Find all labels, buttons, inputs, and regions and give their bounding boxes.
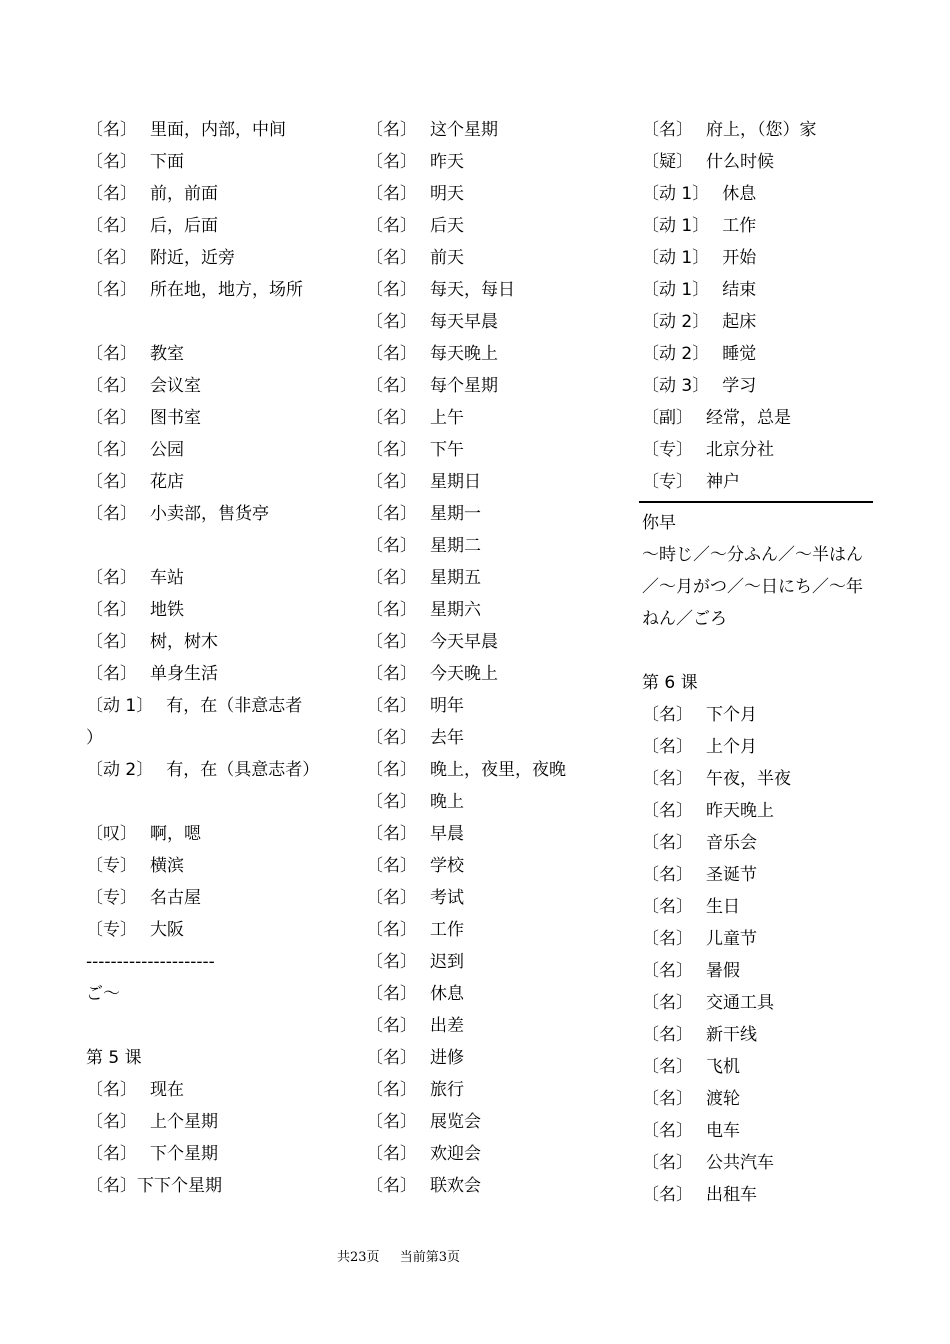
current-page: 当前第3页 bbox=[399, 1250, 460, 1265]
vocab-entry bbox=[86, 626, 326, 658]
part-of-speech-tag: 〔名〕 bbox=[366, 1144, 417, 1164]
vocab-meaning: 后天 bbox=[430, 216, 464, 236]
vocab-entry bbox=[642, 434, 870, 466]
vocab-entry bbox=[366, 306, 606, 338]
vocab-meaning: 星期一 bbox=[430, 504, 481, 524]
vocab-meaning: 进修 bbox=[430, 1048, 464, 1068]
part-of-speech-tag: 〔名〕 bbox=[366, 600, 417, 620]
vocab-meaning: 出差 bbox=[430, 1016, 464, 1036]
vocab-entry bbox=[366, 978, 606, 1010]
part-of-speech-tag: 〔名〕 bbox=[642, 1185, 693, 1205]
vocab-entry bbox=[366, 114, 606, 146]
vocab-meaning: 学习 bbox=[722, 376, 757, 396]
vocab-meaning: 睡觉 bbox=[722, 344, 757, 364]
vocab-entry bbox=[642, 1051, 870, 1083]
part-of-speech-tag: 〔名〕 bbox=[366, 536, 417, 556]
vocab-meaning: 教室 bbox=[150, 344, 184, 364]
vocab-meaning: 欢迎会 bbox=[430, 1144, 481, 1164]
part-of-speech-tag: 〔名〕 bbox=[366, 280, 417, 300]
part-of-speech-tag: 〔名〕 bbox=[366, 504, 417, 524]
plain-line: --------------------- bbox=[86, 952, 215, 972]
part-of-speech-tag: 〔名〕 bbox=[86, 152, 137, 172]
vocab-entry bbox=[366, 914, 606, 946]
vocab-entry bbox=[642, 699, 870, 731]
part-of-speech-tag: 〔动 3〕 bbox=[642, 376, 710, 396]
vocab-entry bbox=[642, 370, 870, 402]
part-of-speech-tag: 〔名〕 bbox=[366, 376, 417, 396]
vocab-entry bbox=[642, 859, 870, 891]
vocab-entry bbox=[642, 114, 870, 146]
part-of-speech-tag: 〔名〕 bbox=[642, 897, 693, 917]
vocab-entry bbox=[366, 466, 606, 498]
vocab-meaning: 每天早晨 bbox=[430, 312, 498, 332]
total-pages: 共23页 bbox=[337, 1250, 380, 1265]
vocab-entry bbox=[86, 1138, 326, 1170]
vocab-meaning: 昨天 bbox=[430, 152, 464, 172]
vocab-meaning: 下个星期 bbox=[150, 1144, 218, 1164]
vocab-entry bbox=[86, 690, 326, 722]
vocab-meaning: 出租车 bbox=[706, 1185, 757, 1205]
vocab-entry bbox=[642, 338, 870, 370]
vocab-meaning: 附近，近旁 bbox=[150, 248, 235, 268]
vocab-meaning: 下午 bbox=[430, 440, 464, 460]
vocab-meaning: 星期六 bbox=[430, 600, 481, 620]
vocab-entry bbox=[366, 658, 606, 690]
vocab-entry bbox=[366, 530, 606, 562]
vocab-meaning: 工作 bbox=[722, 216, 757, 236]
vocab-entry bbox=[366, 690, 606, 722]
vocab-entry bbox=[86, 434, 326, 466]
plain-line: 〔名〕下下个星期 bbox=[86, 1176, 222, 1196]
vocab-entry bbox=[86, 146, 326, 178]
part-of-speech-tag: 〔名〕 bbox=[366, 344, 417, 364]
vocab-meaning: 新干线 bbox=[706, 1025, 757, 1045]
vocab-entry bbox=[86, 466, 326, 498]
vocab-entry bbox=[86, 370, 326, 402]
vocab-meaning: 午夜，半夜 bbox=[706, 769, 791, 789]
vocab-entry bbox=[366, 1010, 606, 1042]
vocab-entry bbox=[86, 210, 326, 242]
vocab-meaning: 现在 bbox=[150, 1080, 184, 1100]
part-of-speech-tag: 〔名〕 bbox=[86, 440, 137, 460]
plain-line: 你早 bbox=[642, 513, 676, 533]
vocab-meaning: 车站 bbox=[150, 568, 184, 588]
vocab-entry bbox=[366, 370, 606, 402]
vocab-meaning: 里面，内部，中间 bbox=[150, 120, 286, 140]
vocab-entry bbox=[366, 1106, 606, 1138]
vocab-entry bbox=[86, 498, 326, 530]
vocab-entry bbox=[86, 1074, 326, 1106]
vocab-meaning: 结束 bbox=[722, 280, 757, 300]
vocab-entry bbox=[86, 594, 326, 626]
part-of-speech-tag: 〔名〕 bbox=[366, 952, 417, 972]
part-of-speech-tag: 〔名〕 bbox=[642, 705, 693, 725]
part-of-speech-tag: 〔名〕 bbox=[366, 728, 417, 748]
part-of-speech-tag: 〔名〕 bbox=[86, 664, 137, 684]
vocab-meaning: 明天 bbox=[430, 184, 464, 204]
vocab-entry bbox=[86, 338, 326, 370]
part-of-speech-tag: 〔名〕 bbox=[86, 632, 137, 652]
vocab-meaning: 今天早晨 bbox=[430, 632, 498, 652]
vocab-entry bbox=[642, 466, 870, 498]
vocab-entry bbox=[86, 178, 326, 210]
vocab-entry bbox=[86, 562, 326, 594]
part-of-speech-tag: 〔名〕 bbox=[366, 632, 417, 652]
blank-line bbox=[86, 306, 326, 338]
vocab-meaning: 开始 bbox=[722, 248, 757, 268]
part-of-speech-tag: 〔名〕 bbox=[366, 1080, 417, 1100]
vocab-column-1 bbox=[86, 114, 326, 1202]
vocab-entry bbox=[642, 146, 870, 178]
part-of-speech-tag: 〔名〕 bbox=[366, 312, 417, 332]
part-of-speech-tag: 〔名〕 bbox=[366, 664, 417, 684]
vocab-entry bbox=[366, 594, 606, 626]
part-of-speech-tag: 〔动 1〕 bbox=[642, 280, 710, 300]
vocab-entry bbox=[86, 402, 326, 434]
vocab-entry bbox=[366, 242, 606, 274]
vocab-meaning: 会议室 bbox=[150, 376, 201, 396]
part-of-speech-tag: 〔名〕 bbox=[642, 1121, 693, 1141]
vocab-entry bbox=[642, 923, 870, 955]
vocab-meaning: 每天晚上 bbox=[430, 344, 498, 364]
part-of-speech-tag: 〔叹〕 bbox=[86, 824, 137, 844]
vocab-meaning: 音乐会 bbox=[706, 833, 757, 853]
page-footer bbox=[0, 1246, 797, 1265]
part-of-speech-tag: 〔动 1〕 bbox=[642, 184, 710, 204]
vocab-entry bbox=[642, 795, 870, 827]
vocab-column-2 bbox=[366, 114, 606, 1202]
vocab-meaning: 北京分社 bbox=[706, 440, 774, 460]
vocab-meaning: 什么时候 bbox=[706, 152, 774, 172]
part-of-speech-tag: 〔名〕 bbox=[366, 152, 417, 172]
vocab-entry bbox=[642, 1147, 870, 1179]
vocab-meaning: 飞机 bbox=[706, 1057, 740, 1077]
part-of-speech-tag: 〔名〕 bbox=[366, 856, 417, 876]
plain-line: ご～ bbox=[86, 984, 120, 1004]
vocab-meaning: 树，树木 bbox=[150, 632, 218, 652]
part-of-speech-tag: 〔专〕 bbox=[642, 472, 693, 492]
vocab-meaning: 啊，嗯 bbox=[150, 824, 201, 844]
vocab-entry bbox=[642, 178, 870, 210]
part-of-speech-tag: 〔名〕 bbox=[366, 472, 417, 492]
plain-line: ） bbox=[86, 728, 103, 748]
part-of-speech-tag: 〔名〕 bbox=[642, 1057, 693, 1077]
vocab-entry bbox=[366, 274, 606, 306]
part-of-speech-tag: 〔名〕 bbox=[366, 248, 417, 268]
vocab-meaning: 昨天晚上 bbox=[706, 801, 774, 821]
vocab-meaning: 所在地，地方，场所 bbox=[150, 280, 303, 300]
part-of-speech-tag: 〔名〕 bbox=[642, 865, 693, 885]
vocab-meaning: 考试 bbox=[430, 888, 464, 908]
vocab-meaning: 休息 bbox=[430, 984, 464, 1004]
vocab-meaning: 旅行 bbox=[430, 1080, 464, 1100]
vocab-meaning: 迟到 bbox=[430, 952, 464, 972]
vocab-meaning: 起床 bbox=[722, 312, 757, 332]
vocab-entry bbox=[366, 402, 606, 434]
vocab-meaning: 名古屋 bbox=[150, 888, 201, 908]
vocab-meaning: 神户 bbox=[706, 472, 740, 492]
vocab-entry bbox=[366, 498, 606, 530]
vocab-entry bbox=[366, 210, 606, 242]
part-of-speech-tag: 〔专〕 bbox=[642, 440, 693, 460]
vocab-entry bbox=[366, 754, 606, 786]
vocab-entry bbox=[366, 1074, 606, 1106]
part-of-speech-tag: 〔名〕 bbox=[86, 280, 137, 300]
vocab-meaning: 今天晚上 bbox=[430, 664, 498, 684]
vocab-entry bbox=[642, 955, 870, 987]
vocab-meaning: 有，在（具意志者） bbox=[166, 760, 320, 780]
part-of-speech-tag: 〔名〕 bbox=[642, 833, 693, 853]
part-of-speech-tag: 〔名〕 bbox=[86, 1080, 137, 1100]
part-of-speech-tag: 〔名〕 bbox=[642, 961, 693, 981]
part-of-speech-tag: 〔名〕 bbox=[86, 1112, 137, 1132]
vocab-entry bbox=[86, 850, 326, 882]
part-of-speech-tag: 〔动 2〕 bbox=[642, 344, 710, 364]
vocab-entry bbox=[366, 818, 606, 850]
vocab-meaning: 单身生活 bbox=[150, 664, 218, 684]
part-of-speech-tag: 〔名〕 bbox=[366, 1048, 417, 1068]
vocab-entry bbox=[642, 827, 870, 859]
part-of-speech-tag: 〔名〕 bbox=[86, 184, 137, 204]
vocab-entry bbox=[366, 562, 606, 594]
vocab-entry bbox=[86, 754, 326, 786]
section-divider bbox=[639, 501, 873, 503]
vocab-meaning: 儿童节 bbox=[706, 929, 757, 949]
part-of-speech-tag: 〔疑〕 bbox=[642, 152, 693, 172]
part-of-speech-tag: 〔名〕 bbox=[366, 216, 417, 236]
vocab-entry bbox=[86, 882, 326, 914]
blank-line bbox=[86, 1010, 326, 1042]
vocab-meaning: 渡轮 bbox=[706, 1089, 740, 1109]
vocab-meaning: 经常，总是 bbox=[706, 408, 791, 428]
vocab-meaning: 星期五 bbox=[430, 568, 481, 588]
part-of-speech-tag: 〔动 2〕 bbox=[642, 312, 710, 332]
part-of-speech-tag: 〔名〕 bbox=[642, 1153, 693, 1173]
part-of-speech-tag: 〔名〕 bbox=[366, 568, 417, 588]
part-of-speech-tag: 〔名〕 bbox=[86, 472, 137, 492]
part-of-speech-tag: 〔名〕 bbox=[366, 792, 417, 812]
part-of-speech-tag: 〔专〕 bbox=[86, 888, 137, 908]
vocab-entry bbox=[366, 1170, 606, 1202]
blank-line bbox=[86, 786, 326, 818]
part-of-speech-tag: 〔名〕 bbox=[366, 1016, 417, 1036]
vocab-entry bbox=[642, 1179, 870, 1211]
vocab-entry bbox=[86, 1106, 326, 1138]
vocab-meaning: 晚上 bbox=[430, 792, 464, 812]
vocab-meaning: 晚上，夜里，夜晚 bbox=[430, 760, 566, 780]
vocab-entry bbox=[642, 306, 870, 338]
vocab-meaning: 前天 bbox=[430, 248, 464, 268]
part-of-speech-tag: 〔名〕 bbox=[366, 888, 417, 908]
vocab-column-3 bbox=[642, 114, 870, 1211]
part-of-speech-tag: 〔名〕 bbox=[86, 248, 137, 268]
part-of-speech-tag: 〔名〕 bbox=[366, 120, 417, 140]
vocab-meaning: 圣诞节 bbox=[706, 865, 757, 885]
vocab-entry bbox=[366, 850, 606, 882]
vocab-entry bbox=[86, 914, 326, 946]
part-of-speech-tag: 〔专〕 bbox=[86, 920, 137, 940]
vocab-meaning: 星期二 bbox=[430, 536, 481, 556]
part-of-speech-tag: 〔名〕 bbox=[86, 216, 137, 236]
vocab-entry bbox=[366, 626, 606, 658]
part-of-speech-tag: 〔专〕 bbox=[86, 856, 137, 876]
vocab-entry bbox=[366, 882, 606, 914]
vocab-meaning: 每个星期 bbox=[430, 376, 498, 396]
part-of-speech-tag: 〔名〕 bbox=[642, 737, 693, 757]
vocab-meaning: 去年 bbox=[430, 728, 464, 748]
vocab-meaning: 地铁 bbox=[150, 600, 184, 620]
vocab-meaning: 展览会 bbox=[430, 1112, 481, 1132]
vocab-entry bbox=[642, 242, 870, 274]
part-of-speech-tag: 〔名〕 bbox=[86, 376, 137, 396]
vocab-meaning: 府上，（您）家 bbox=[706, 120, 817, 140]
part-of-speech-tag: 〔名〕 bbox=[366, 920, 417, 940]
part-of-speech-tag: 〔名〕 bbox=[642, 801, 693, 821]
vocab-meaning: 上午 bbox=[430, 408, 464, 428]
plain-line: 第 5 课 bbox=[86, 1048, 142, 1068]
vocab-meaning: 休息 bbox=[722, 184, 757, 204]
vocab-entry bbox=[642, 402, 870, 434]
vocab-meaning: 后，后面 bbox=[150, 216, 218, 236]
vocab-entry bbox=[642, 731, 870, 763]
vocab-meaning: 联欢会 bbox=[430, 1176, 481, 1196]
part-of-speech-tag: 〔动 1〕 bbox=[642, 216, 710, 236]
part-of-speech-tag: 〔名〕 bbox=[642, 1025, 693, 1045]
vocab-meaning: 有，在（非意志者 bbox=[166, 696, 303, 716]
vocab-meaning: 这个星期 bbox=[430, 120, 498, 140]
vocab-meaning: 学校 bbox=[430, 856, 464, 876]
part-of-speech-tag: 〔名〕 bbox=[366, 1176, 417, 1196]
vocab-entry bbox=[642, 1083, 870, 1115]
vocab-entry bbox=[86, 818, 326, 850]
part-of-speech-tag: 〔名〕 bbox=[366, 184, 417, 204]
part-of-speech-tag: 〔名〕 bbox=[366, 760, 417, 780]
plain-line: ～時じ／～分ふん／～半はん bbox=[642, 545, 863, 565]
vocab-entry bbox=[366, 178, 606, 210]
part-of-speech-tag: 〔名〕 bbox=[366, 824, 417, 844]
part-of-speech-tag: 〔名〕 bbox=[366, 408, 417, 428]
vocab-meaning: 明年 bbox=[430, 696, 464, 716]
part-of-speech-tag: 〔名〕 bbox=[86, 568, 137, 588]
part-of-speech-tag: 〔名〕 bbox=[642, 929, 693, 949]
part-of-speech-tag: 〔名〕 bbox=[86, 408, 137, 428]
vocab-meaning: 暑假 bbox=[706, 961, 740, 981]
vocab-meaning: 星期日 bbox=[430, 472, 481, 492]
vocab-meaning: 每天，每日 bbox=[430, 280, 515, 300]
vocab-entry bbox=[642, 1019, 870, 1051]
part-of-speech-tag: 〔名〕 bbox=[366, 696, 417, 716]
vocab-entry bbox=[86, 114, 326, 146]
vocab-meaning: 横滨 bbox=[150, 856, 184, 876]
vocab-meaning: 公园 bbox=[150, 440, 184, 460]
part-of-speech-tag: 〔动 1〕 bbox=[642, 248, 710, 268]
blank-line bbox=[642, 635, 870, 667]
part-of-speech-tag: 〔动 1〕 bbox=[86, 696, 154, 716]
vocab-meaning: 上个星期 bbox=[150, 1112, 218, 1132]
part-of-speech-tag: 〔副〕 bbox=[642, 408, 693, 428]
part-of-speech-tag: 〔名〕 bbox=[642, 993, 693, 1013]
vocab-entry bbox=[642, 274, 870, 306]
part-of-speech-tag: 〔名〕 bbox=[86, 504, 137, 524]
part-of-speech-tag: 〔名〕 bbox=[366, 984, 417, 1004]
vocab-entry bbox=[642, 1115, 870, 1147]
part-of-speech-tag: 〔名〕 bbox=[642, 120, 693, 140]
vocab-entry bbox=[642, 891, 870, 923]
vocab-meaning: 早晨 bbox=[430, 824, 464, 844]
vocab-meaning: 生日 bbox=[706, 897, 740, 917]
vocab-entry bbox=[366, 338, 606, 370]
vocab-entry bbox=[86, 658, 326, 690]
vocab-entry bbox=[366, 1042, 606, 1074]
vocab-meaning: 上个月 bbox=[706, 737, 757, 757]
vocab-meaning: 大阪 bbox=[150, 920, 184, 940]
vocab-entry bbox=[642, 987, 870, 1019]
vocab-entry bbox=[642, 210, 870, 242]
vocab-entry bbox=[86, 242, 326, 274]
part-of-speech-tag: 〔名〕 bbox=[86, 1144, 137, 1164]
vocab-meaning: 前，前面 bbox=[150, 184, 218, 204]
vocab-meaning: 图书室 bbox=[150, 408, 201, 428]
vocab-entry bbox=[366, 146, 606, 178]
vocab-meaning: 下面 bbox=[150, 152, 184, 172]
vocab-entry bbox=[366, 1138, 606, 1170]
vocab-entry bbox=[366, 722, 606, 754]
plain-line: ねん／ごろ bbox=[642, 609, 727, 629]
vocab-meaning: 小卖部，售货亭 bbox=[150, 504, 269, 524]
part-of-speech-tag: 〔名〕 bbox=[366, 1112, 417, 1132]
vocab-meaning: 工作 bbox=[430, 920, 464, 940]
vocab-meaning: 交通工具 bbox=[706, 993, 774, 1013]
vocab-meaning: 公共汽车 bbox=[706, 1153, 774, 1173]
vocab-entry bbox=[366, 434, 606, 466]
part-of-speech-tag: 〔名〕 bbox=[86, 344, 137, 364]
part-of-speech-tag: 〔名〕 bbox=[366, 440, 417, 460]
plain-line: 第 6 课 bbox=[642, 673, 698, 693]
part-of-speech-tag: 〔名〕 bbox=[642, 1089, 693, 1109]
vocab-entry bbox=[366, 786, 606, 818]
blank-line bbox=[86, 530, 326, 562]
vocab-entry bbox=[642, 763, 870, 795]
vocab-entry bbox=[366, 946, 606, 978]
vocab-meaning: 下个月 bbox=[706, 705, 757, 725]
vocab-meaning: 花店 bbox=[150, 472, 184, 492]
vocab-entry bbox=[86, 274, 326, 306]
vocab-meaning: 电车 bbox=[706, 1121, 740, 1141]
plain-line: ／～月がつ／～日にち／～年 bbox=[642, 577, 863, 597]
part-of-speech-tag: 〔名〕 bbox=[86, 120, 137, 140]
part-of-speech-tag: 〔名〕 bbox=[642, 769, 693, 789]
part-of-speech-tag: 〔名〕 bbox=[86, 600, 137, 620]
part-of-speech-tag: 〔动 2〕 bbox=[86, 760, 154, 780]
